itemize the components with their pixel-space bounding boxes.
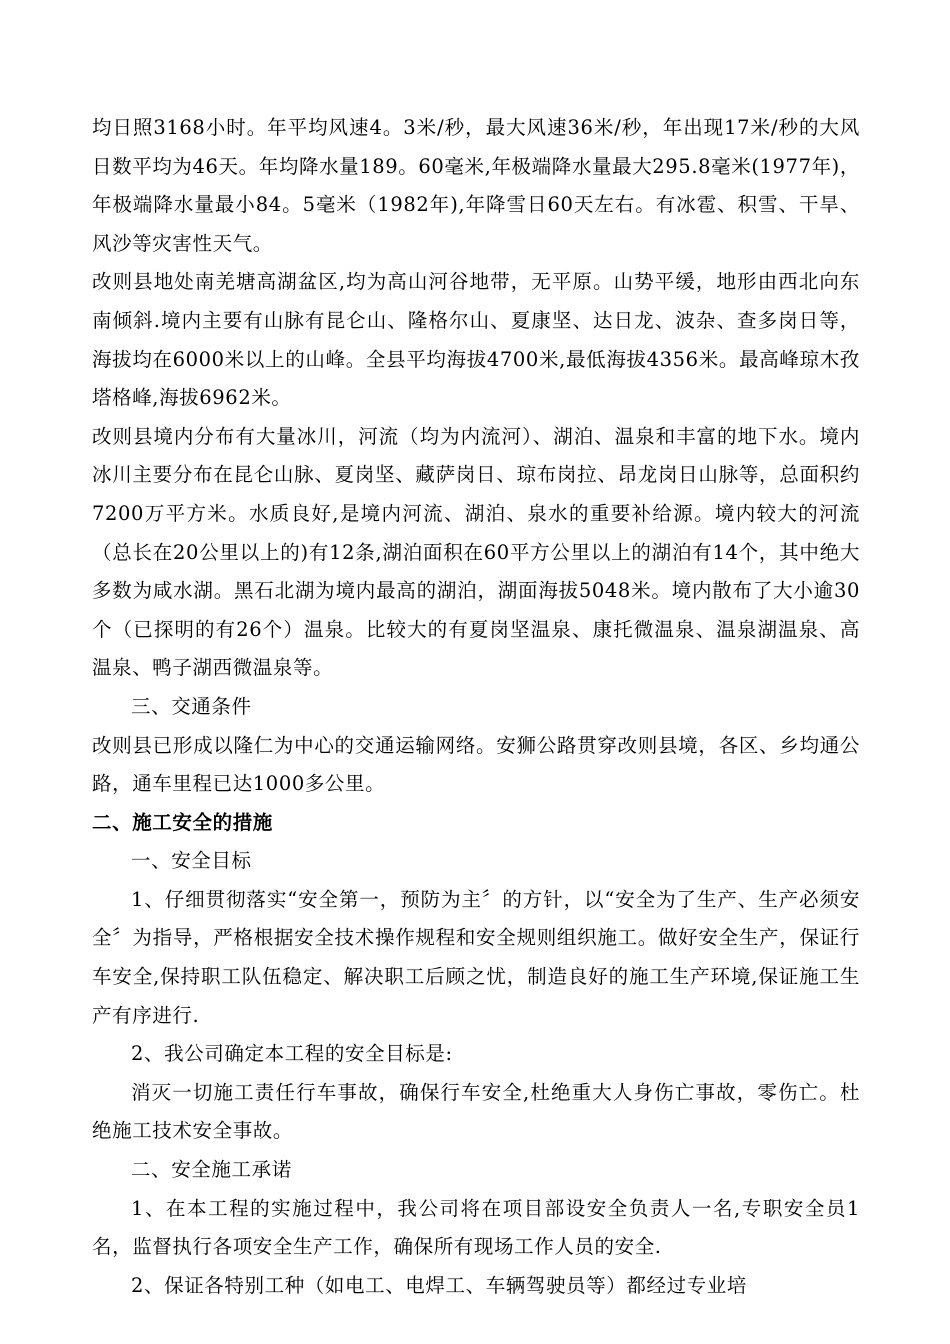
document-page bbox=[92, 109, 860, 1305]
paragraph-hydrology: 改则县境内分布有大量冰川，河流（均为内流河）、湖泊、温泉和丰富的地下水。境内冰川主要分布在昆仑山脉、夏岗坚、藏萨岗日、琼布岗拉、昂龙岗日山脉等，总面积约7200万平方米。水质良好,是境内河流、湖泊、泉水的重要补给源。境内较大的河流（总长在20公里以上的)有12条,湖泊面积在60平方公里以上的湖泊有14个，其中绝大多数为咸水湖。黑石北湖为境内最高的湖泊，湖面海拔5048米。境内散布了大小逾30个（已探明的有26个）温泉。比较大的有夏岗坚温泉、康托微温泉、温泉湖温泉、高温泉、鸭子湖西微温泉等。 bbox=[92, 424, 860, 680]
paragraph-safety-goal-2: 2、我公司确定本工程的安全目标是: bbox=[131, 1042, 453, 1066]
paragraph-safety-goal-detail: 消灭一切施工责任行车事故，确保行车安全,杜绝重大人身伤亡事故，零伤亡。杜绝施工技术安全事故。 bbox=[92, 1080, 860, 1143]
paragraph-climate: 均日照3168小时。年平均风速4。3米/秒，最大风速36米/秒，年出现17米/秒的大风日数平均为46天。年均降水量189。60毫米,年极端降水量最大295.8毫米(1977年)，年极端降水量最小84。5毫米（1982年),年降雪日60天左右。有冰雹、积雪、干旱、风沙等灾害性天气。 bbox=[92, 116, 860, 255]
section-heading-safety-commitment: 二、安全施工承诺 bbox=[131, 1158, 292, 1182]
chapter-heading-safety-measures: 二、施工安全的措施 bbox=[92, 810, 273, 834]
section-heading-transport: 三、交通条件 bbox=[131, 694, 252, 718]
paragraph-commitment-1: 1、在本工程的实施过程中，我公司将在项目部设安全负责人一名,专职安全员1名，监督执行各项安全生产工作，确保所有现场工作人员的安全. bbox=[92, 1196, 860, 1259]
paragraph-terrain: 改则县地处南羌塘高湖盆区,均为高山河谷地带，无平原。山势平缓，地形由西北向东南倾斜.境内主要有山脉有昆仑山、隆格尔山、夏康坚、达日龙、波杂、查多岗日等，海拔均在6000米以上的山峰。全县平均海拔4700米,最低海拔4356米。最高峰琼木孜塔格峰,海拔6962米。 bbox=[92, 270, 860, 410]
paragraph-commitment-2: 2、保证各特别工种（如电工、电焊工、车辆驾驶员等）都经过专业培 bbox=[131, 1273, 748, 1297]
paragraph-transport: 改则县已形成以隆仁为中心的交通运输网络。安狮公路贯穿改则县境，各区、乡均通公路，通车里程已达1000多公里。 bbox=[92, 733, 860, 796]
section-heading-safety-goals: 一、安全目标 bbox=[131, 849, 252, 873]
paragraph-safety-goal-1: 1、仔细贯彻落实“安全第一，预防为主〞的方针，以“安全为了生产、生产必须安全〞为指导，严格根据安全技术操作规程和安全规则组织施工。做好安全生产，保证行车安全,保持职工队伍稳定、解决职工后顾之忧，制造良好的施工生产环境,保证施工生产有序进行. bbox=[92, 887, 860, 1027]
